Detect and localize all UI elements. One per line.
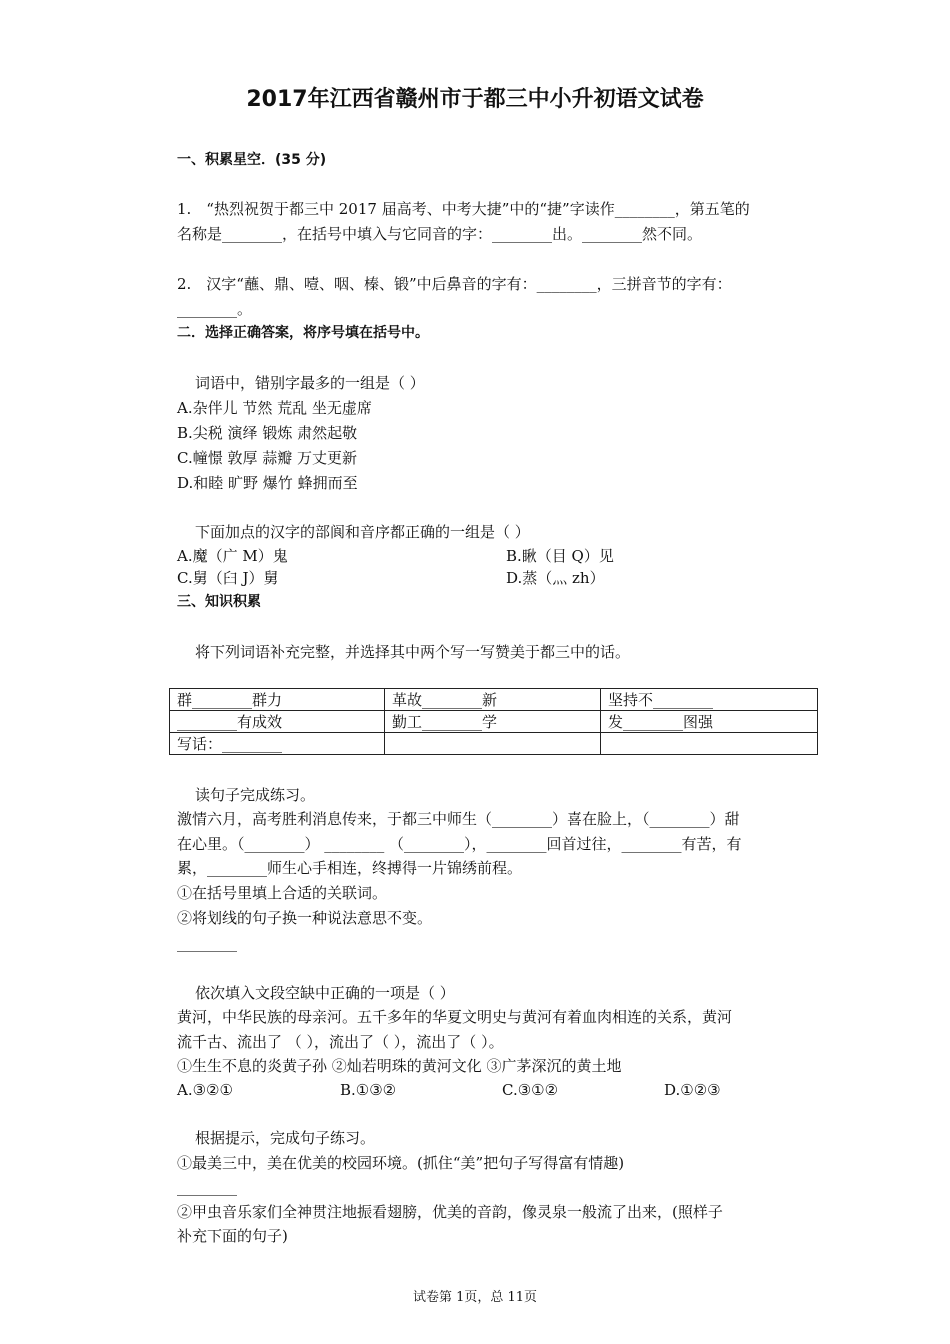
s3-q3-option-c: C.③①② — [502, 1081, 559, 1099]
s3-q3-line: 流千古、流出了 （ ），流出了（ ），流出了（ ）。 — [177, 1033, 504, 1051]
qa-option-c: C.幢憬 敦厚 蒜瓣 万丈更新 — [177, 449, 358, 467]
s3-q2-stem: 读句子完成练习。 — [195, 786, 316, 804]
table-row — [170, 689, 818, 711]
qa-option-d: D.和睦 旷野 爆竹 蜂拥而至 — [177, 474, 358, 492]
qb-option-d: D.蒸（灬 zh） — [506, 569, 605, 587]
answer-blank: ________ — [177, 934, 237, 952]
s3-q4-stem: 根据提示，完成句子练习。 — [195, 1129, 376, 1147]
s3-q2-line: ①在括号里填上合适的关联词。 — [177, 884, 388, 902]
s3-q3-option-a: A.③②① — [177, 1081, 233, 1099]
s3-q2-line: 在心里。（________） ________ （________），________回首过往，________有苦，有 — [177, 835, 742, 853]
s3-q3-line: ①生生不息的炎黄子孙 ②灿若明珠的黄河文化 ③广茅深沉的黄土地 — [177, 1057, 622, 1075]
s3-q3-stem: 依次填入文段空缺中正确的一项是（ ） — [195, 984, 455, 1002]
table-cell: 勤工________学 — [385, 711, 601, 733]
page-footer: 试卷第 1页，总 11页 — [412, 1290, 538, 1305]
s3-q2-line: 累，________师生心手相连，终搏得一片锦绣前程。 — [177, 859, 523, 877]
s3-q3-option-b: B.①③② — [340, 1081, 397, 1099]
section1-heading: 一、积累星空．(35 分) — [177, 152, 327, 168]
s3-q4-line: ②甲虫音乐家们全神贯注地振看翅膀，优美的音韵，像灵泉一般流了出来，(照样子 — [177, 1203, 723, 1221]
page-title: 2017年江西省赣州市于都三中小升初语文试卷 — [246, 87, 704, 112]
s3-q3-option-d: D.①②③ — [664, 1081, 721, 1099]
s3-q4-line: 补充下面的句子) — [177, 1227, 288, 1245]
section3-heading: 三、知识积累 — [177, 594, 261, 610]
q2-line2: ________。 — [177, 300, 253, 318]
qa-option-a: A.杂伴儿 节然 荒乱 坐无虚席 — [177, 399, 372, 417]
table-row — [170, 711, 818, 733]
answer-blank: ________ — [177, 1178, 237, 1196]
s3-q3-line: 黄河，中华民族的母亲河。五千多年的华夏文明史与黄河有着血肉相连的关系，黄河 — [177, 1008, 733, 1026]
table-cell: 坚持不________ — [601, 689, 818, 711]
qb-option-b: B.瞅（目 Q）见 — [506, 547, 614, 565]
table-row — [170, 733, 818, 755]
s3-q2-line: 激情六月，高考胜利消息传来，于都三中师生（________）喜在脸上，（________）甜 — [177, 810, 740, 828]
qa-stem: 词语中，错别字最多的一组是（ ） — [195, 374, 425, 392]
s3-q1-stem: 将下列词语补充完整，并选择其中两个写一写赞美于都三中的话。 — [195, 643, 631, 661]
table-cell: 群________群力 — [170, 689, 385, 711]
qb-option-c: C.舅（臼 J）舅 — [177, 569, 279, 587]
q1-line1: 1. “热烈祝贺于都三中 2017 届高考、中考大捷”中的“捷”字读作________，第五笔的 — [177, 200, 750, 218]
qb-option-a: A.魔（广 M）鬼 — [177, 547, 288, 565]
table-cell: 革故________新 — [385, 689, 601, 711]
table-cell: ________有成效 — [170, 711, 385, 733]
q1-line2: 名称是________，在括号中填入与它同音的字：________出。________然不同。 — [177, 225, 703, 243]
table-cell: 发________图强 — [601, 711, 818, 733]
table-cell: 写话：________ — [170, 733, 385, 755]
table-cell — [601, 733, 818, 755]
table-cell — [385, 733, 601, 755]
qb-stem: 下面加点的汉字的部阆和音序都正确的一组是（ ） — [195, 523, 530, 541]
q2-line1: 2. 汉字“蘸、鼎、噎、咽、榛、锻”中后鼻音的字有：________，三拼音节的字有： — [177, 275, 732, 293]
s3-q2-line: ②将划线的句子换一种说法意思不变。 — [177, 909, 433, 927]
section2-heading: 二．选择正确答案，将序号填在括号中。 — [177, 325, 429, 341]
s3-q4-line: ①最美三中，美在优美的校园环境。(抓住“美”把句子写得富有情趣) — [177, 1154, 625, 1172]
qa-option-b: B.尖税 演绎 锻炼 肃然起敬 — [177, 424, 358, 442]
word-completion-table — [169, 688, 818, 755]
